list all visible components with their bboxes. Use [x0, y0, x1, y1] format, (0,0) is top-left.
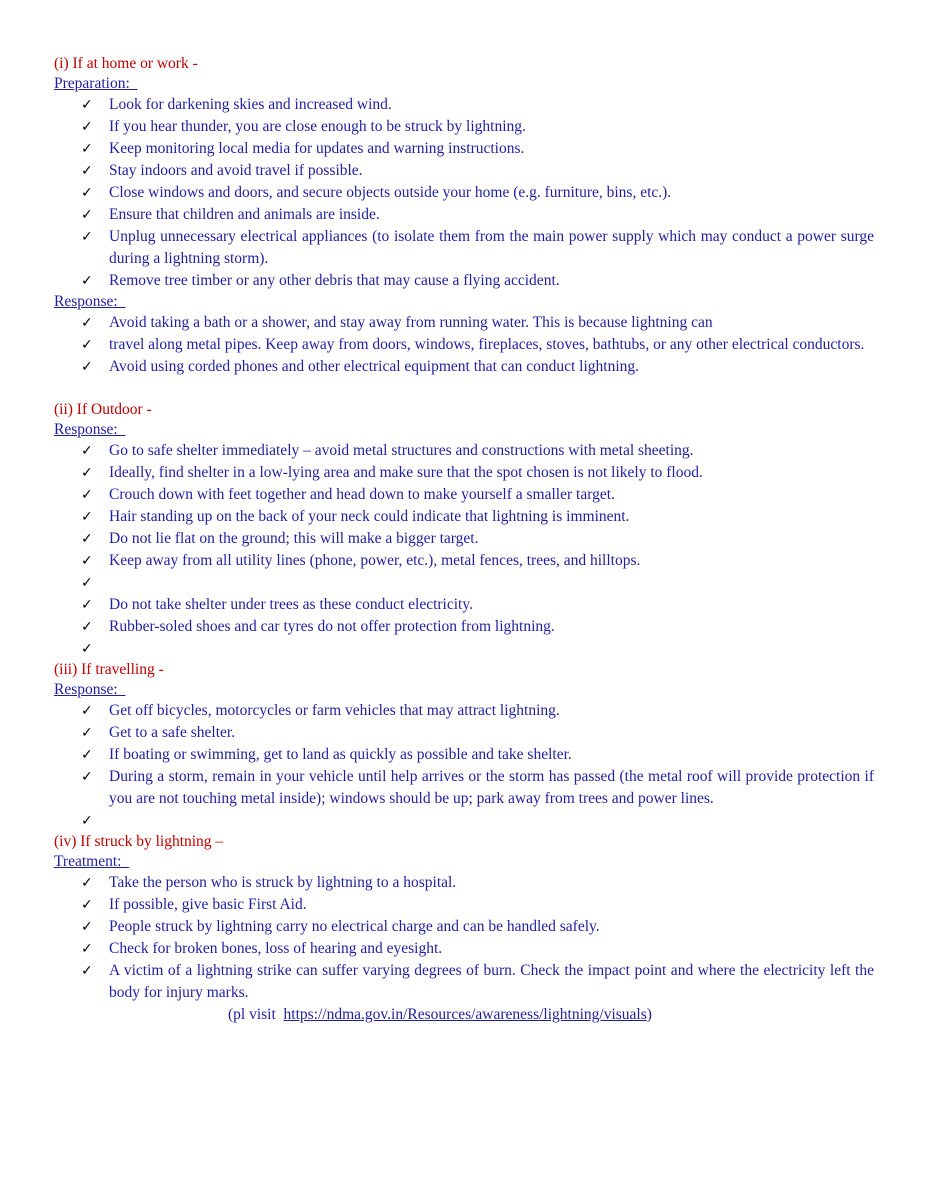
section-heading: (iii) If travelling -: [54, 661, 164, 678]
checklist-item-text: Avoid using corded phones and other electrical equipment that can conduct lightning.: [109, 358, 640, 375]
checklist-item-text: Rubber-soled shoes and car tyres do not offer protection from lightning.: [109, 618, 555, 635]
checkmark-icon: ✓: [81, 769, 93, 785]
checklist: [54, 312, 874, 378]
checklist-item: [54, 638, 874, 660]
checklist-item: [54, 312, 874, 334]
section: [54, 400, 874, 660]
document-content: [54, 54, 874, 1026]
checklist-item: [54, 204, 874, 226]
checklist-item-text: Keep away from all utility lines (phone, power, etc.), metal fences, trees, and hilltops.: [109, 552, 641, 569]
checklist-item: [54, 116, 874, 138]
checkmark-icon: ✓: [81, 897, 93, 913]
checkmark-icon: ✓: [81, 337, 93, 353]
checklist-item-text: Hair standing up on the back of your neck could indicate that lightning is imminent.: [109, 508, 630, 525]
group-label: [54, 852, 874, 872]
checklist-item-text: Remove tree timber or any other debris that may cause a flying accident.: [109, 272, 560, 289]
checklist-item: [54, 572, 874, 594]
section-heading: (iv) If struck by lightning –: [54, 833, 224, 850]
checklist-item-text: Do not lie flat on the ground; this will make a bigger target.: [109, 530, 479, 547]
checklist-item-text: Keep monitoring local media for updates and warning instructions.: [109, 140, 525, 157]
checklist-item-text: If possible, give basic First Aid.: [109, 896, 307, 913]
checklist-item: [54, 894, 874, 916]
checkmark-icon: ✓: [81, 315, 93, 331]
checkmark-icon: ✓: [81, 597, 93, 613]
checkmark-icon: ✓: [81, 641, 93, 657]
checklist-item-text: Crouch down with feet together and head down to make yourself a smaller target.: [109, 486, 615, 503]
checklist-item: [54, 766, 874, 810]
section: [54, 660, 874, 832]
group-label-text: Preparation:: [54, 75, 138, 92]
checkmark-icon: ✓: [81, 531, 93, 547]
checklist-item: [54, 182, 874, 204]
checklist-item-text: travel along metal pipes. Keep away from doors, windows, fireplaces, stoves, bathtubs, or any other electrical conductors.: [109, 336, 865, 353]
checklist: [54, 700, 874, 832]
checkmark-icon: ✓: [81, 703, 93, 719]
group-label-text: Treatment:: [54, 853, 130, 870]
checkmark-icon: ✓: [81, 813, 93, 829]
footnote-suffix: ): [646, 1006, 652, 1023]
group-label-text: Response:: [54, 681, 126, 698]
checklist-item-text: Go to safe shelter immediately – avoid metal structures and constructions with metal sheeting.: [109, 442, 694, 459]
checklist-item-text: Take the person who is struck by lightning to a hospital.: [109, 874, 457, 891]
checklist-item: [54, 94, 874, 116]
checkmark-icon: ✓: [81, 443, 93, 459]
footnote: [54, 1004, 874, 1026]
checkmark-icon: ✓: [81, 119, 93, 135]
checklist-item: [54, 160, 874, 182]
checklist: [54, 94, 874, 292]
checkmark-icon: ✓: [81, 465, 93, 481]
group-label: [54, 74, 874, 94]
checklist-item: [54, 594, 874, 616]
checklist-item-text: Avoid taking a bath or a shower, and stay away from running water. This is because lightning can: [109, 314, 713, 331]
checklist-item: [54, 462, 874, 484]
checklist-item-text: If you hear thunder, you are close enough to be struck by lightning.: [109, 118, 526, 135]
checkmark-icon: ✓: [81, 747, 93, 763]
ndma-visuals-link[interactable]: https://ndma.gov.in/Resources/awareness/lightning/visuals: [283, 1006, 647, 1023]
checklist-item-text: A victim of a lightning strike can suffer varying degrees of burn. Check the impact point and where the electricity left the body for injury marks.: [109, 962, 874, 1001]
checkmark-icon: ✓: [81, 229, 93, 245]
checklist-item: [54, 506, 874, 528]
checklist-item: [54, 440, 874, 462]
checklist-item: [54, 226, 874, 270]
checklist-item: [54, 700, 874, 722]
checkmark-icon: ✓: [81, 963, 93, 979]
checklist-item-text: Look for darkening skies and increased wind.: [109, 96, 392, 113]
checklist-item: [54, 938, 874, 960]
section-spacer: [54, 378, 874, 400]
checklist: [54, 440, 874, 660]
checklist-item-text: Check for broken bones, loss of hearing and eyesight.: [109, 940, 443, 957]
checklist-item-text: Ideally, find shelter in a low-lying area and make sure that the spot chosen is not likely to flood.: [109, 464, 703, 481]
checkmark-icon: ✓: [81, 725, 93, 741]
checklist-item-text: During a storm, remain in your vehicle until help arrives or the storm has passed (the metal roof will provide protection if you are not touching metal inside); windows should be up; park away from trees and power lines.: [109, 768, 874, 807]
checklist-item-text: People struck by lightning carry no electrical charge and can be handled safely.: [109, 918, 600, 935]
checklist: [54, 872, 874, 1004]
checklist-item-text: Do not take shelter under trees as these conduct electricity.: [109, 596, 473, 613]
checklist-item: [54, 722, 874, 744]
checkmark-icon: ✓: [81, 875, 93, 891]
footnote-prefix: (pl visit: [228, 1006, 284, 1023]
checkmark-icon: ✓: [81, 941, 93, 957]
checklist-item-text: Stay indoors and avoid travel if possible.: [109, 162, 363, 179]
checkmark-icon: ✓: [81, 163, 93, 179]
checklist-item-text: Ensure that children and animals are inside.: [109, 206, 380, 223]
group-label: [54, 292, 874, 312]
checklist-item: [54, 616, 874, 638]
checkmark-icon: ✓: [81, 575, 93, 591]
checklist-item-text: Get to a safe shelter.: [109, 724, 236, 741]
checkmark-icon: ✓: [81, 553, 93, 569]
checklist-item: [54, 810, 874, 832]
group-label-text: Response:: [54, 293, 126, 310]
checkmark-icon: ✓: [81, 487, 93, 503]
section-heading: (ii) If Outdoor -: [54, 401, 152, 418]
checklist-item-text: Unplug unnecessary electrical appliances (to isolate them from the main power supply which may conduct a power surge during a lightning storm).: [109, 228, 874, 267]
checklist-item: [54, 356, 874, 378]
checklist-item: [54, 872, 874, 894]
section: [54, 832, 874, 1004]
checklist-item-text: If boating or swimming, get to land as quickly as possible and take shelter.: [109, 746, 572, 763]
group-label-text: Response:: [54, 421, 126, 438]
checklist-item: [54, 960, 874, 1004]
checkmark-icon: ✓: [81, 919, 93, 935]
checklist-item-text: Close windows and doors, and secure objects outside your home (e.g. furniture, bins, etc.).: [109, 184, 672, 201]
checkmark-icon: ✓: [81, 619, 93, 635]
checkmark-icon: ✓: [81, 97, 93, 113]
checkmark-icon: ✓: [81, 185, 93, 201]
checkmark-icon: ✓: [81, 141, 93, 157]
checklist-item: [54, 916, 874, 938]
checkmark-icon: ✓: [81, 359, 93, 375]
checklist-item-text: Get off bicycles, motorcycles or farm vehicles that may attract lightning.: [109, 702, 560, 719]
checklist-item: [54, 528, 874, 550]
checkmark-icon: ✓: [81, 509, 93, 525]
group-label: [54, 420, 874, 440]
section-heading: (i) If at home or work -: [54, 55, 198, 72]
checklist-item: [54, 484, 874, 506]
checkmark-icon: ✓: [81, 273, 93, 289]
checklist-item: [54, 334, 874, 356]
section: [54, 54, 874, 378]
checklist-item: [54, 744, 874, 766]
checklist-item: [54, 138, 874, 160]
group-label: [54, 680, 874, 700]
checklist-item: [54, 270, 874, 292]
checklist-item: [54, 550, 874, 572]
checkmark-icon: ✓: [81, 207, 93, 223]
